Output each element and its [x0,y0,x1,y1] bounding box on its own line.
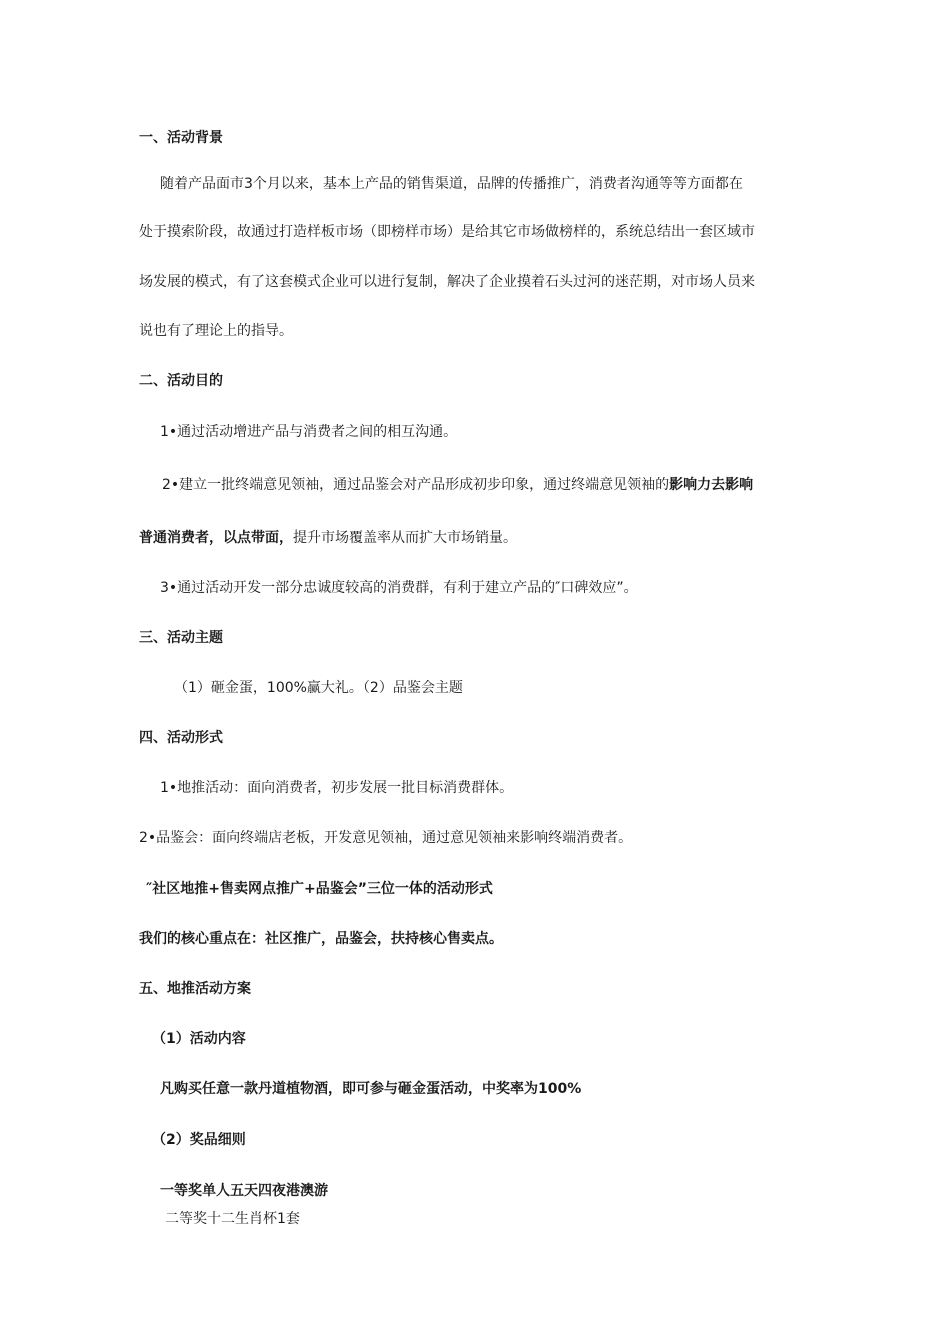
format-summary-rest: 三位一体的活动形式 [366,881,493,897]
prize-item: 一等奖单人五天四夜港澳游 [160,1183,328,1199]
list-item-text: 2•建立一批终端意见领袖，通过品鉴会对产品形成初步印象，通过终端意见领袖的 [162,477,670,493]
list-item: 1•通过活动增进产品与消费者之间的相互沟通。 [160,424,458,440]
heading-purpose: 二、活动目的 [139,373,223,389]
list-item: 1•地推活动：面向消费者，初步发展一批目标消费群体。 [160,780,514,796]
paragraph-line: 处于摸索阶段，故通过打造样板市场（即榜样市场）是给其它市场做榜样的，系统总结出一套区域市 [139,224,755,240]
heading-background: 一、活动背景 [139,130,223,146]
list-item-emphasis: 影响力去影响 [669,477,754,493]
format-summary [146,879,493,899]
core-focus-line: 我们的核心重点在：社区推广，品鉴会，扶持核心售卖点。 [139,931,503,947]
theme-line: （1）砸金蛋，100%赢大礼。（2）品鉴会主题 [174,680,463,696]
list-item: 2•品鉴会：面向终端店老板，开发意见领袖，通过意见领袖来影响终端消费者。 [139,830,633,846]
paragraph-line: 说也有了理论上的指导。 [139,323,293,339]
paragraph-line: 随着产品面市3个月以来，基本上产品的销售渠道，品牌的传播推广，消费者沟通等等方面都在 [160,176,743,192]
content-text: 凡购买任意一款丹道植物酒，即可参与砸金蛋活动，中奖率为100% [160,1081,582,1097]
format-summary-bold: ″社区地推+售卖网点推广+品鉴会” [146,881,367,897]
paragraph-line: 场发展的模式，有了这套模式企业可以进行复制，解决了企业摸着石头过河的迷茫期，对市场人员来 [139,274,755,290]
list-item-text: 提升市场覆盖率从而扩大市场销量。 [293,530,517,546]
list-item-emphasis: 普通消费者，以点带面， [139,530,293,546]
prize-item: 二等奖十二生肖杯1套 [165,1211,300,1227]
heading-theme: 三、活动主题 [139,630,223,646]
subheading-prizes: （2）奖品细则 [152,1132,246,1148]
heading-plan: 五、地推活动方案 [139,981,251,997]
subheading-content: （1）活动内容 [152,1031,246,1047]
list-item: 3•通过活动开发一部分忠诚度较高的消费群，有利于建立产品的″口碑效应”。 [160,580,638,596]
list-item [162,475,753,495]
heading-format: 四、活动形式 [139,730,223,746]
list-item-continuation [139,528,517,548]
